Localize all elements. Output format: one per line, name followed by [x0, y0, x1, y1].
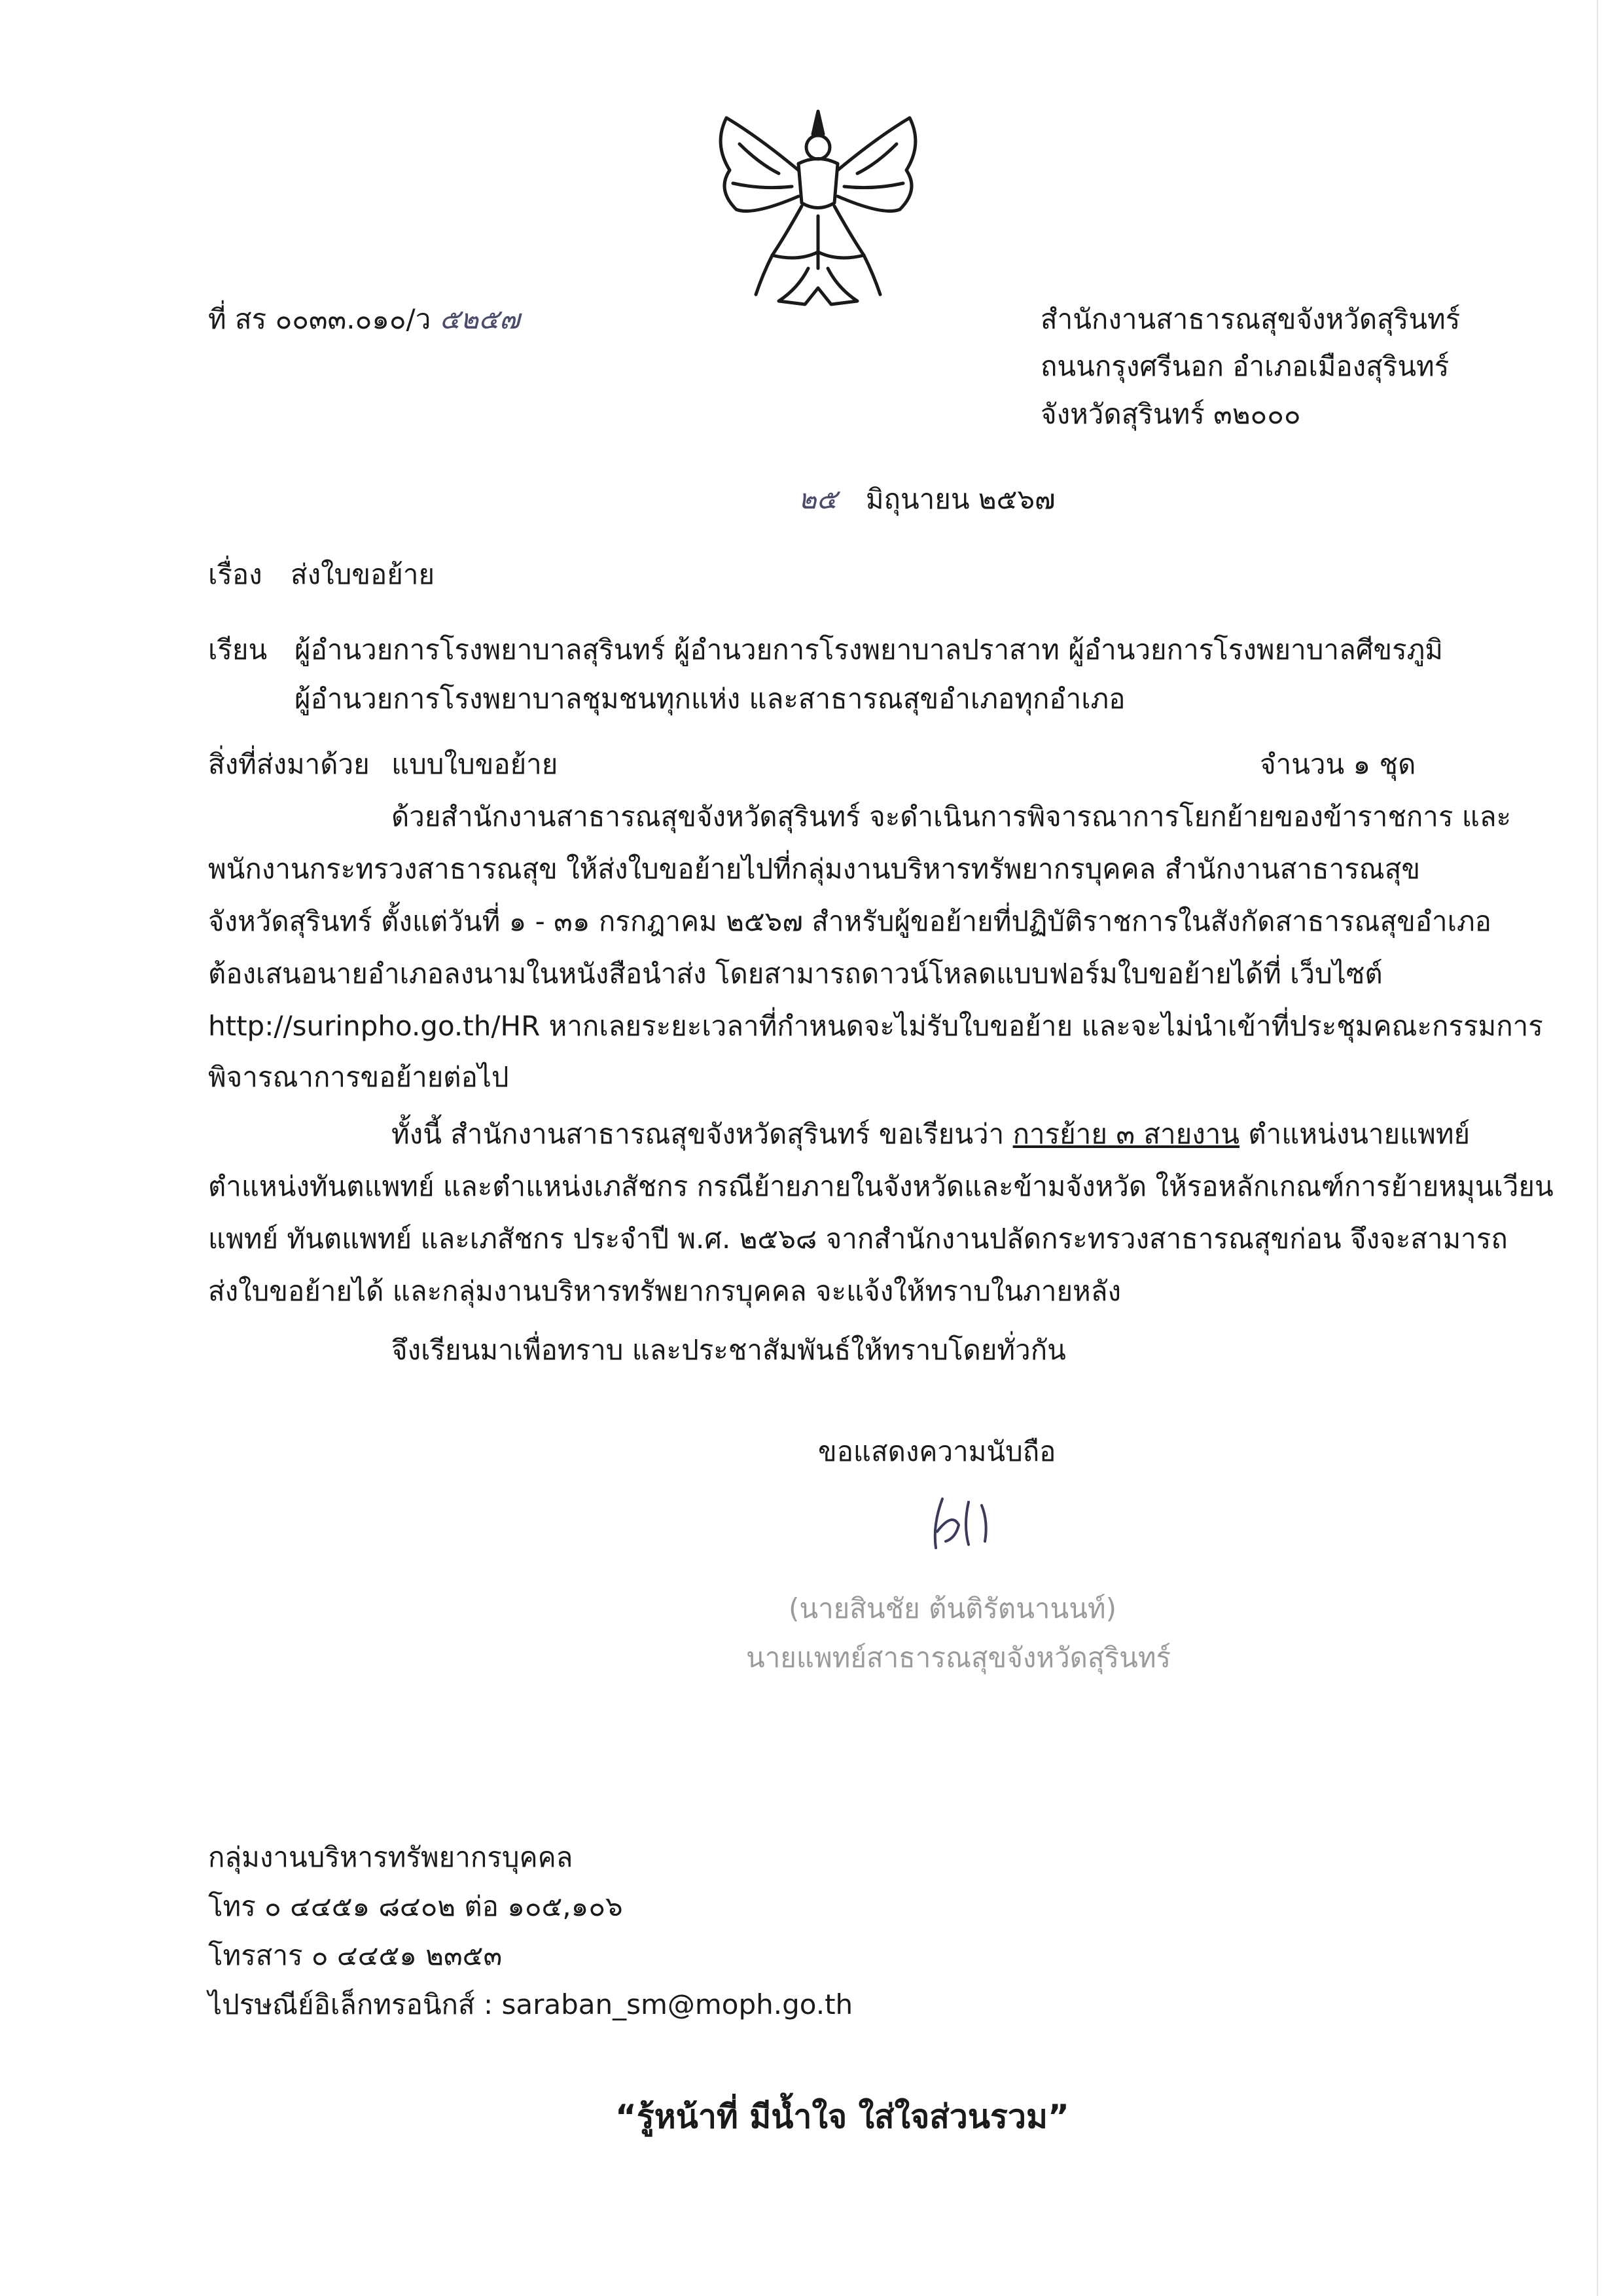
sender-address-line-3: จังหวัดสุรินทร์ ๓๒๐๐๐	[1041, 398, 1301, 430]
subject-text: ส่งใบขอย้าย	[291, 558, 435, 590]
department-name: กลุ่มงานบริหารทรัพยากรบุคคล	[208, 1841, 573, 1873]
paragraph-1-line-5: http://surinpho.go.th/HR หากเลยระยะเวลาที่กำหนดจะไม่รับใบขอย้าย และจะไม่นำเข้าที่ประชุมคณะกรรมการ	[208, 1010, 1543, 1042]
subject-line	[208, 553, 435, 596]
letter-date: ๒๕ มิถุนายน ๒๕๖๗	[798, 483, 1056, 515]
attachment-text: แบบใบขอย้าย	[391, 748, 558, 780]
email-address: ไปรษณีย์อิเล็กทรอนิกส์ : saraban_sm@moph.go.th	[208, 1988, 853, 2020]
paragraph-1-line-4: ต้องเสนอนายอำเภอลงนามในหนังสือนำส่ง โดยสามารถดาวน์โหลดแบบฟอร์มใบขอย้ายได้ที่ เว็บไซต์	[208, 958, 1383, 990]
salutation: ขอแสดงความนับถือ	[818, 1435, 1056, 1467]
paragraph-1-line-2: พนักงานกระทรวงสาธารณสุข ให้ส่งใบขอย้ายไปที่กลุ่มงานบริหารทรัพยากรบุคคล สำนักงานสาธารณสุข	[208, 853, 1421, 885]
paragraph-1-line-3: จังหวัดสุรินทร์ ตั้งแต่วันที่ ๑ - ๓๑ กรกฎาคม ๒๕๖๗ สำหรับผู้ขอย้ายที่ปฏิบัติราชการในสังกัดสาธารณสุขอำเภอ	[208, 905, 1491, 937]
signatory-position: นายแพทย์สาธารณสุขจังหวัดสุรินทร์	[746, 1641, 1171, 1674]
sender-address-line-2: ถนนกรุงศรีนอก อำเภอเมืองสุรินทร์	[1041, 350, 1450, 382]
signatory-name: (นายสินชัย ต้นติรัตนานนท์)	[789, 1592, 1116, 1624]
paragraph-2-line-2: ตำแหน่งทันตแพทย์ และตำแหน่งเภสัชกร กรณีย้ายภายในจังหวัดและข้ามจังหวัด ให้รอหลักเกณฑ์การย้ายหมุนเวียน	[208, 1170, 1554, 1202]
paragraph-1-line-6: พิจารณาการขอย้ายต่อไป	[208, 1061, 509, 1093]
paragraph-2-line-4: ส่งใบขอย้ายได้ และกลุ่มงานบริหารทรัพยากรบุคคล จะแจ้งให้ทราบในภายหลัง	[208, 1275, 1121, 1307]
paragraph-1-line-1: ด้วยสำนักงานสาธารณสุขจังหวัดสุรินทร์ จะดำเนินการพิจารณาการโยกย้ายของข้าราชการ และ	[391, 800, 1512, 833]
recipient-line-2: ผู้อำนวยการโรงพยาบาลชุมชนทุกแห่ง และสาธารณสุขอำเภอทุกอำเภอ	[294, 683, 1126, 715]
fax-number: โทรสาร ๐ ๔๔๕๑ ๒๓๕๓	[208, 1939, 503, 1971]
phone-number: โทร ๐ ๔๔๕๑ ๘๔๐๒ ต่อ ๑๐๕,๑๐๖	[208, 1890, 623, 1922]
sender-address-line-1: สำนักงานสาธารณสุขจังหวัดสุรินทร์	[1041, 303, 1461, 335]
attachment-label: สิ่งที่ส่งมาด้วย	[208, 748, 370, 780]
paragraph-2-line-1: ทั้งนี้ สำนักงานสาธารณสุขจังหวัดสุรินทร์ ขอเรียนว่า การย้าย ๓ สายงาน ตำแหน่งนายแพทย์	[391, 1118, 1471, 1150]
document-number-handwritten: ๕๒๕๗	[439, 303, 520, 335]
recipient-label: เรียน	[208, 634, 268, 666]
subject-label: เรื่อง	[208, 558, 262, 590]
recipient-line-1: ผู้อำนวยการโรงพยาบาลสุรินทร์ ผู้อำนวยการโรงพยาบาลปราสาท ผู้อำนวยการโรงพยาบาลศีขรภูมิ	[294, 634, 1443, 666]
attachment-quantity: จำนวน ๑ ชุด	[1260, 748, 1416, 780]
handwritten-signature-icon	[923, 1486, 1014, 1558]
garuda-emblem-icon	[700, 98, 936, 321]
underlined-transfer-text: การย้าย ๓ สายงาน	[1012, 1118, 1240, 1150]
attachment-line	[208, 743, 558, 786]
organization-motto: “รู้หน้าที่ มีน้ำใจ ใส่ใจส่วนรวม”	[615, 2098, 1069, 2136]
paragraph-2-line-3: แพทย์ ทันตแพทย์ และเภสัชกร ประจำปี พ.ศ. ๒๕๖๘ จากสำนักงานปลัดกระทรวงสาธารณสุขก่อน จึงจะสามารถ	[208, 1223, 1508, 1255]
scan-edge-line	[1597, 0, 1598, 2296]
closing-sentence: จึงเรียนมาเพื่อทราบ และประชาสัมพันธ์ให้ทราบโดยทั่วกัน	[391, 1334, 1066, 1366]
document-number: ที่ สร ๐๐๓๓.๐๑๐/ว ๕๒๕๗	[208, 303, 520, 335]
date-day-handwritten: ๒๕	[798, 483, 838, 515]
